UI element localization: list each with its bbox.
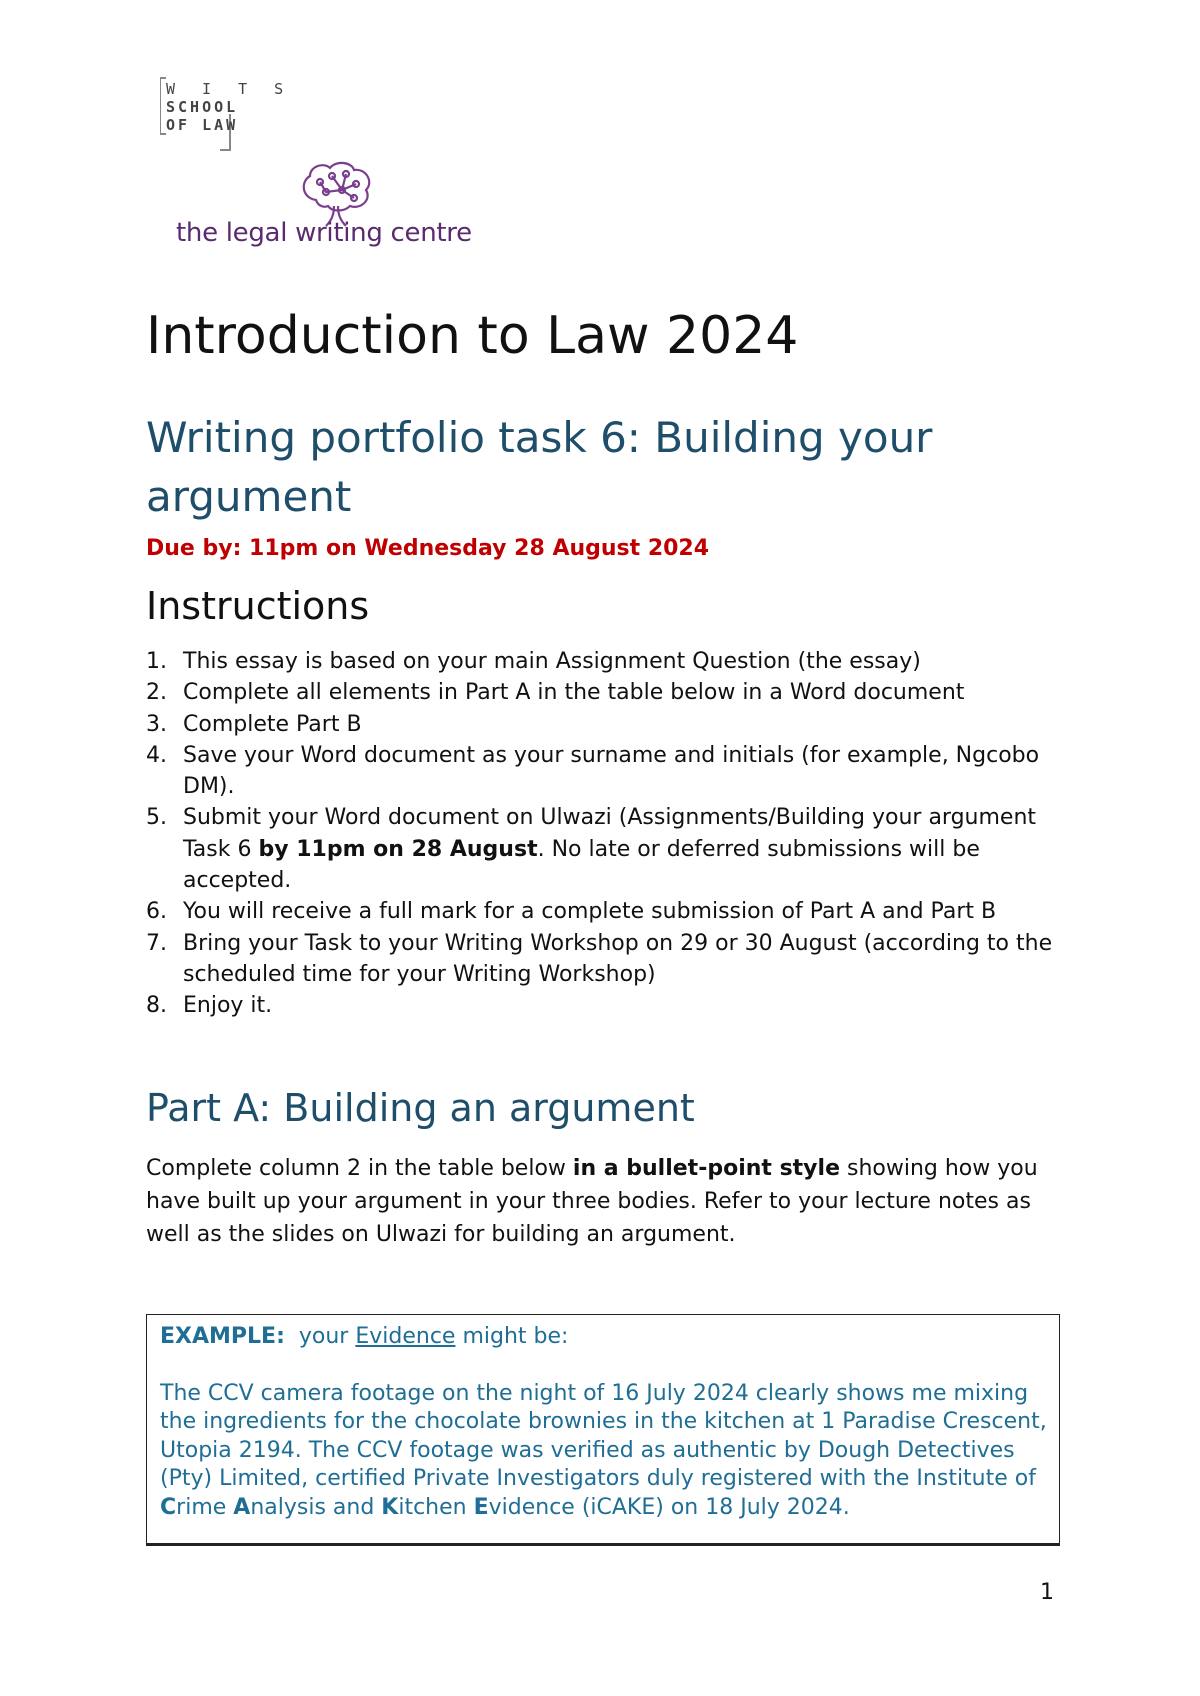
wits-logo-line-1: W I T S [166, 80, 293, 98]
list-item [146, 709, 1066, 740]
deadline-emphasis: by 11pm on 28 August [258, 836, 538, 862]
example-body-text: itchen [398, 1494, 474, 1520]
list-number: 5. [146, 805, 167, 831]
example-body-text: nalysis and [250, 1494, 382, 1520]
part-a-text: Complete column 2 in the table below [146, 1156, 573, 1181]
list-item [146, 896, 1066, 927]
wits-logo-line-3: OF LAW [166, 116, 239, 134]
list-item-text: This essay is based on your main Assignment Question (the essay) [183, 649, 921, 674]
example-text: might be: [455, 1324, 569, 1349]
wits-school-of-law-logo [166, 80, 292, 134]
page-number: 1 [1040, 1580, 1054, 1605]
list-item [146, 990, 1066, 1021]
acronym-letter: A [233, 1494, 251, 1520]
list-item-text: Submit your Word document on Ulwazi (Assignments/Building your argument Task 6 [183, 805, 1037, 862]
list-item-text: Bring your Task to your Writing Workshop on 29 or 30 August (according to the scheduled time for your Writing Workshop) [183, 930, 1053, 987]
list-number: 1. [146, 649, 167, 674]
list-item [146, 677, 1066, 708]
list-item-text: Enjoy it. [183, 993, 273, 1019]
wits-logo-line-2: SCHOOL [166, 98, 239, 116]
example-header [160, 1323, 1050, 1352]
document-title: Introduction to Law 2024 [146, 306, 799, 366]
example-body-text: rime [176, 1494, 234, 1520]
example-label: EXAMPLE: [160, 1324, 285, 1349]
list-item-text: . No late or deferred submissions will be accepted. [183, 836, 980, 894]
list-item-text: Complete all elements in Part A in the table below in a Word document [183, 680, 965, 706]
instructions-heading: Instructions [146, 584, 370, 628]
list-number: 7. [146, 930, 167, 956]
evidence-term: Evidence [355, 1324, 456, 1349]
due-date: Due by: 11pm on Wednesday 28 August 2024 [146, 536, 710, 561]
list-number: 8. [146, 993, 167, 1019]
list-item [146, 646, 1066, 677]
list-item [146, 740, 1066, 803]
list-number: 4. [146, 742, 167, 768]
part-a-heading: Part A: Building an argument [146, 1086, 695, 1130]
acronym-letter: E [473, 1494, 489, 1520]
example-box [146, 1314, 1060, 1546]
acronym-letter: K [381, 1494, 399, 1520]
example-body-text: vidence (iCAKE) on 18 July 2024. [488, 1494, 850, 1520]
example-body-text: The CCV camera footage on the night of 16 July 2024 clearly shows me mixing the ingredients for the chocolate brownies in the kitchen at 1 Paradise Crescent, Utopia 2194. The CCV footage was verified as authentic by Dough Detectives (Pty) Limited, certified Private Investigators duly registered with the Institute of [160, 1380, 1047, 1491]
example-body [160, 1380, 1050, 1523]
part-a-instructions [146, 1152, 1066, 1251]
part-a-text: showing how you have built up your argument in your three bodies. Refer to your lecture notes as well as the slides on Ulwazi for building an argument. [146, 1156, 1038, 1247]
list-number: 6. [146, 899, 167, 925]
list-number: 3. [146, 711, 167, 737]
part-a-emphasis: in a bullet-point style [572, 1156, 840, 1181]
acronym-letter: C [160, 1494, 177, 1520]
example-content [160, 1323, 1050, 1522]
legal-writing-centre-logo: the legal writing centre [176, 218, 472, 248]
list-item-text: Complete Part B [183, 711, 362, 737]
list-item-text: Save your Word document as your surname and initials (for example, Ngcobo DM). [183, 742, 1040, 800]
list-item-text: You will receive a full mark for a complete submission of Part A and Part B [183, 899, 997, 925]
list-number: 2. [146, 680, 167, 706]
list-item [146, 928, 1066, 991]
instructions-list [146, 646, 1066, 1022]
list-item [146, 802, 1066, 896]
task-subtitle: Writing portfolio task 6: Building your argument [146, 413, 933, 521]
example-text: your [284, 1324, 356, 1349]
